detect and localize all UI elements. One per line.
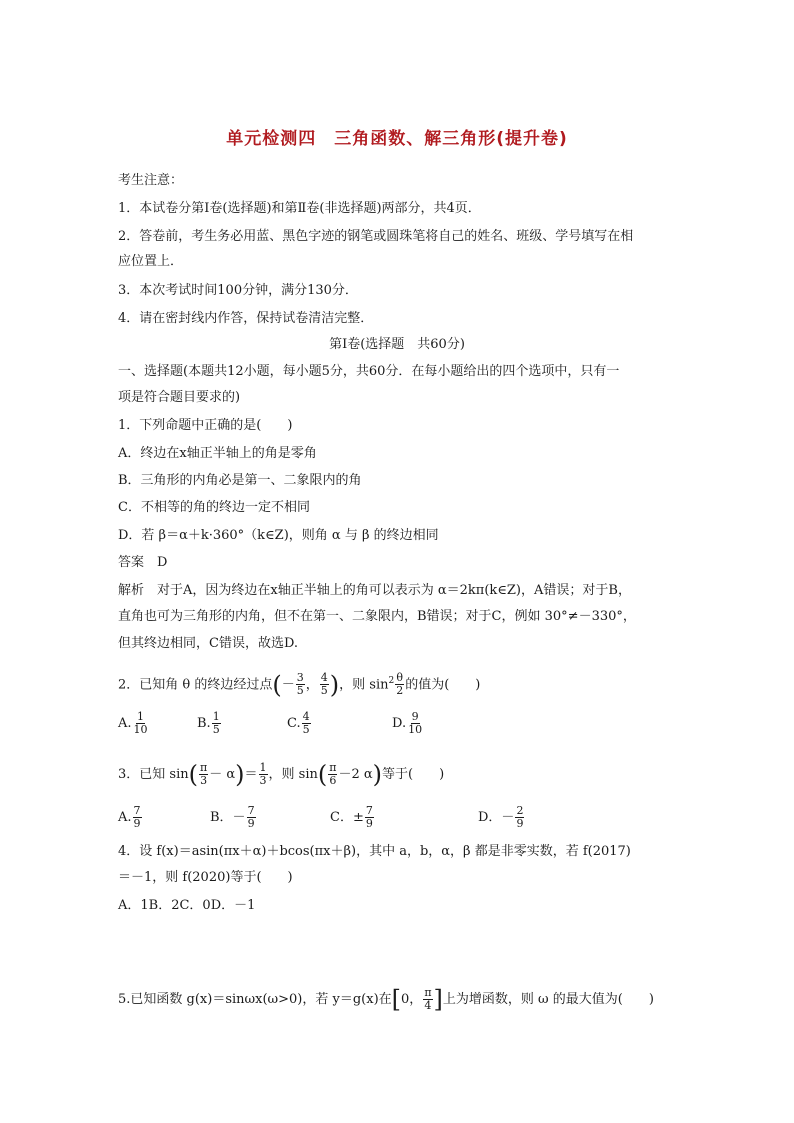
q3-stem: 3．已知 sin( $\frac{\pi}{3}$ － α)＝ $\frac{1}{3}$ ，则 sin( $\frac{\pi}{6}$ －2 α)等于( ) <box>118 760 445 789</box>
q2-point-y-fraction: $\frac{4}{5}$ <box>320 671 328 698</box>
q1-stem: 1．下列命题中正确的是( ) <box>118 418 293 433</box>
note-1: 1．本试卷分第Ⅰ卷(选择题)和第Ⅱ卷(非选择题)两部分，共4页． <box>118 201 481 216</box>
note-4: 4．请在密封线内作答，保持试卷清洁完整． <box>118 311 374 326</box>
section-desc-b: 项是符合题目要求的) <box>118 390 241 405</box>
q1-option-a: A．终边在x轴正半轴上的角是零角 <box>118 446 317 461</box>
q1-option-d: D．若 β＝α＋k·360°（k∈Z)，则角 α 与 β 的终边相同 <box>118 528 439 543</box>
q3-option-b: B．－ $\frac{7}{9}$ <box>210 804 255 830</box>
q4-options: A．1B．2C．0D．－1 <box>118 898 256 913</box>
note-3: 3．本次考试时间100分钟，满分130分． <box>118 283 358 298</box>
q2-stem: 2．已知角 θ 的终边经过点(－ $\frac{3}{5}$ ， $\frac{4}{5}$ )，则 $\sin^2$ $\frac{\theta}{2}$ 的值为( ) <box>118 670 481 699</box>
page-title: 单元检测四 三角函数、解三角形(提升卷) <box>226 129 568 149</box>
q4-stem-a: 4．设 f(x)＝asin(πx＋α)＋bcos(πx＋β)，其中 a，b，α，β 都是非零实数，若 f(2017) <box>118 844 631 859</box>
q1-option-b: B．三角形的内角必是第一、二象限内的角 <box>118 473 362 488</box>
note-2a: 2．答卷前，考生务必用蓝、黑色字迹的钢笔或圆珠笔将自己的姓名、班级、学号填写在相 <box>118 229 634 244</box>
q3-angle-b-fraction: $\frac{\pi}{6}$ <box>329 761 337 787</box>
q1-analysis-c: 但其终边相同，C错误，故选D. <box>118 636 299 651</box>
q5-interval-fraction: $\frac{\pi}{4}$ <box>424 986 432 1012</box>
q1-analysis-b: 直角也可为三角形的内角，但不在第一、二象限内，B错误；对于C，例如 30°≠－330°， <box>118 609 636 624</box>
q4-stem-b: ＝－1，则 f(2020)等于( ) <box>118 870 293 885</box>
q2-option-b: B. $\frac{1}{5}$ <box>197 710 220 736</box>
section-header: 第Ⅰ卷(选择题 共60分) <box>329 337 465 352</box>
q1-analysis-a: 解析 对于A，因为终边在x轴正半轴上的角可以表示为 α＝2kπ(k∈Z)，A错误；对于B， <box>118 583 631 598</box>
q3-value-fraction: $\frac{1}{3}$ <box>259 761 267 787</box>
q3-option-d: D．－ $\frac{2}{9}$ <box>478 804 524 830</box>
q2-point-x-fraction: $\frac{3}{5}$ <box>296 671 304 698</box>
q3-option-a: A. $\frac{7}{9}$ <box>118 804 141 830</box>
notes-heading: 考生注意： <box>118 173 184 188</box>
q2-option-a: A. $\frac{1}{10}$ <box>118 710 148 736</box>
q2-option-c: C. $\frac{4}{5}$ <box>287 710 310 736</box>
q5-stem: 5.已知函数 g(x)＝sinωx(ω>0)，若 y＝g(x)在[0， $\frac{\pi}{4}$ ]上为增函数，则 ω 的最大值为( ) <box>118 985 654 1014</box>
q2-angle-fraction: $\frac{\theta}{2}$ <box>396 671 404 698</box>
q2-option-d: D. $\frac{9}{10}$ <box>392 710 423 736</box>
q3-angle-a-fraction: $\frac{\pi}{3}$ <box>199 761 208 787</box>
q1-option-c: C．不相等的角的终边一定不相同 <box>118 500 310 515</box>
section-desc-a: 一、选择题(本题共12小题，每小题5分，共60分．在每小题给出的四个选项中，只有一 <box>118 364 620 379</box>
q3-option-c: C．± $\frac{7}{9}$ <box>330 804 373 830</box>
q1-answer: 答案 D <box>118 555 168 570</box>
note-2b: 应位置上． <box>118 254 184 269</box>
